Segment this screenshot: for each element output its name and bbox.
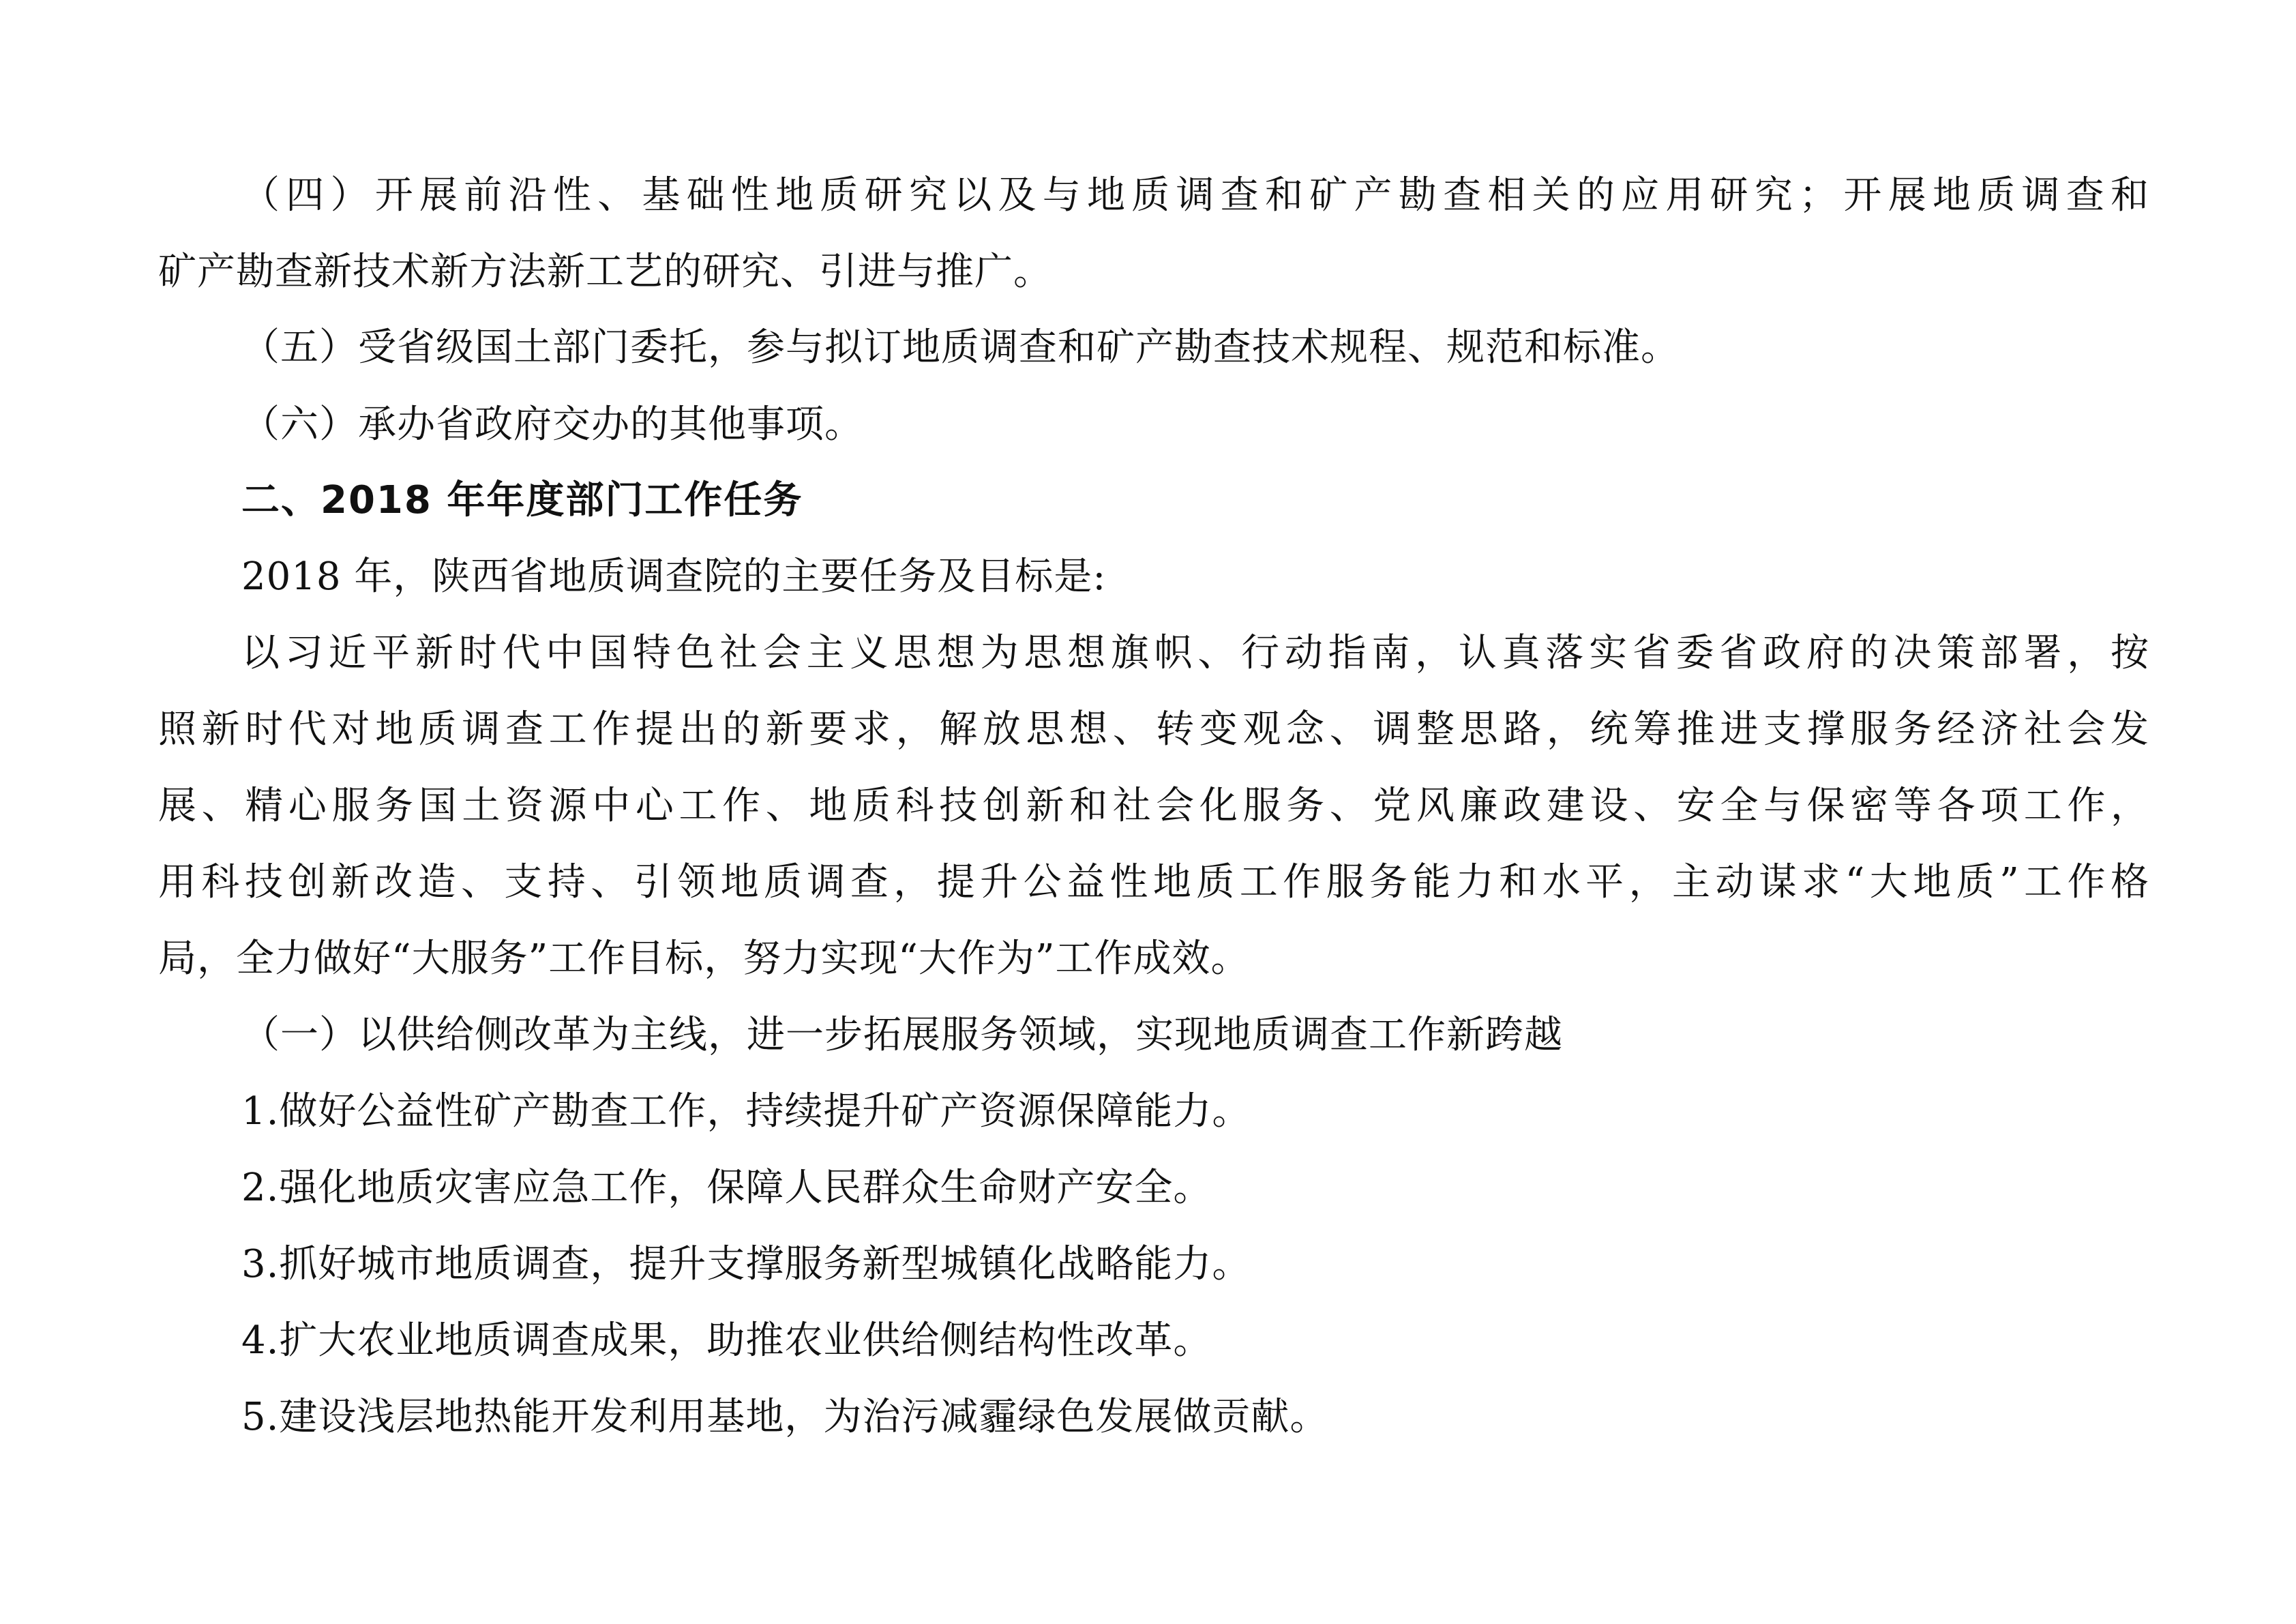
item-5: （五）受省级国土部门委托，参与拟订地质调查和矿产勘查技术规程、规范和标准。 xyxy=(241,325,1680,370)
paragraph-line-5: 局，全力做好“大服务”工作目标，努力实现“大作为”工作成效。 xyxy=(158,936,1250,981)
task-item-2: 2.强化地质灾害应急工作，保障人民群众生命财产安全。 xyxy=(241,1166,1212,1210)
paragraph-line-1: 以习近平新时代中国特色社会主义思想为思想旗帜、行动指南，认真落实省委省政府的决策部署，按 xyxy=(241,631,2149,675)
paragraph-line-2: 照新时代对地质调查工作提出的新要求，解放思想、转变观念、调整思路，统筹推进支撑服务经济社会发 xyxy=(158,707,2149,752)
task-item-4: 4.扩大农业地质调查成果，助推农业供给侧结构性改革。 xyxy=(241,1318,1212,1363)
paragraph-line-3: 展、精心服务国土资源中心工作、地质科技创新和社会化服务、党风廉政建设、安全与保密等各项工作， xyxy=(158,784,2149,828)
paragraph-line-4: 用科技创新改造、支持、引领地质调查，提升公益性地质工作服务能力和水平，主动谋求“大地质”工作格 xyxy=(158,860,2149,904)
item-6: （六）承办省政府交办的其他事项。 xyxy=(241,402,863,447)
item-4-line-2: 矿产勘查新技术新方法新工艺的研究、引进与推广。 xyxy=(158,250,1052,294)
task-item-1: 1.做好公益性矿产勘查工作，持续提升矿产资源保障能力。 xyxy=(241,1089,1251,1134)
task-item-5: 5.建设浅层地热能开发利用基地，为治污减霾绿色发展做贡献。 xyxy=(241,1395,1329,1439)
subheading-1: （一）以供给侧改革为主线，进一步拓展服务领域，实现地质调查工作新跨越 xyxy=(241,1013,1563,1057)
task-item-3: 3.抓好城市地质调查，提升支撑服务新型城镇化战略能力。 xyxy=(241,1242,1251,1286)
section-intro: 2018 年，陕西省地质调查院的主要任务及目标是: xyxy=(241,555,1107,599)
item-4-line-1: （四）开展前沿性、基础性地质研究以及与地质调查和矿产勘查相关的应用研究；开展地质调查和 xyxy=(241,173,2149,218)
section-heading: 二、2018 年年度部门工作任务 xyxy=(241,478,803,522)
